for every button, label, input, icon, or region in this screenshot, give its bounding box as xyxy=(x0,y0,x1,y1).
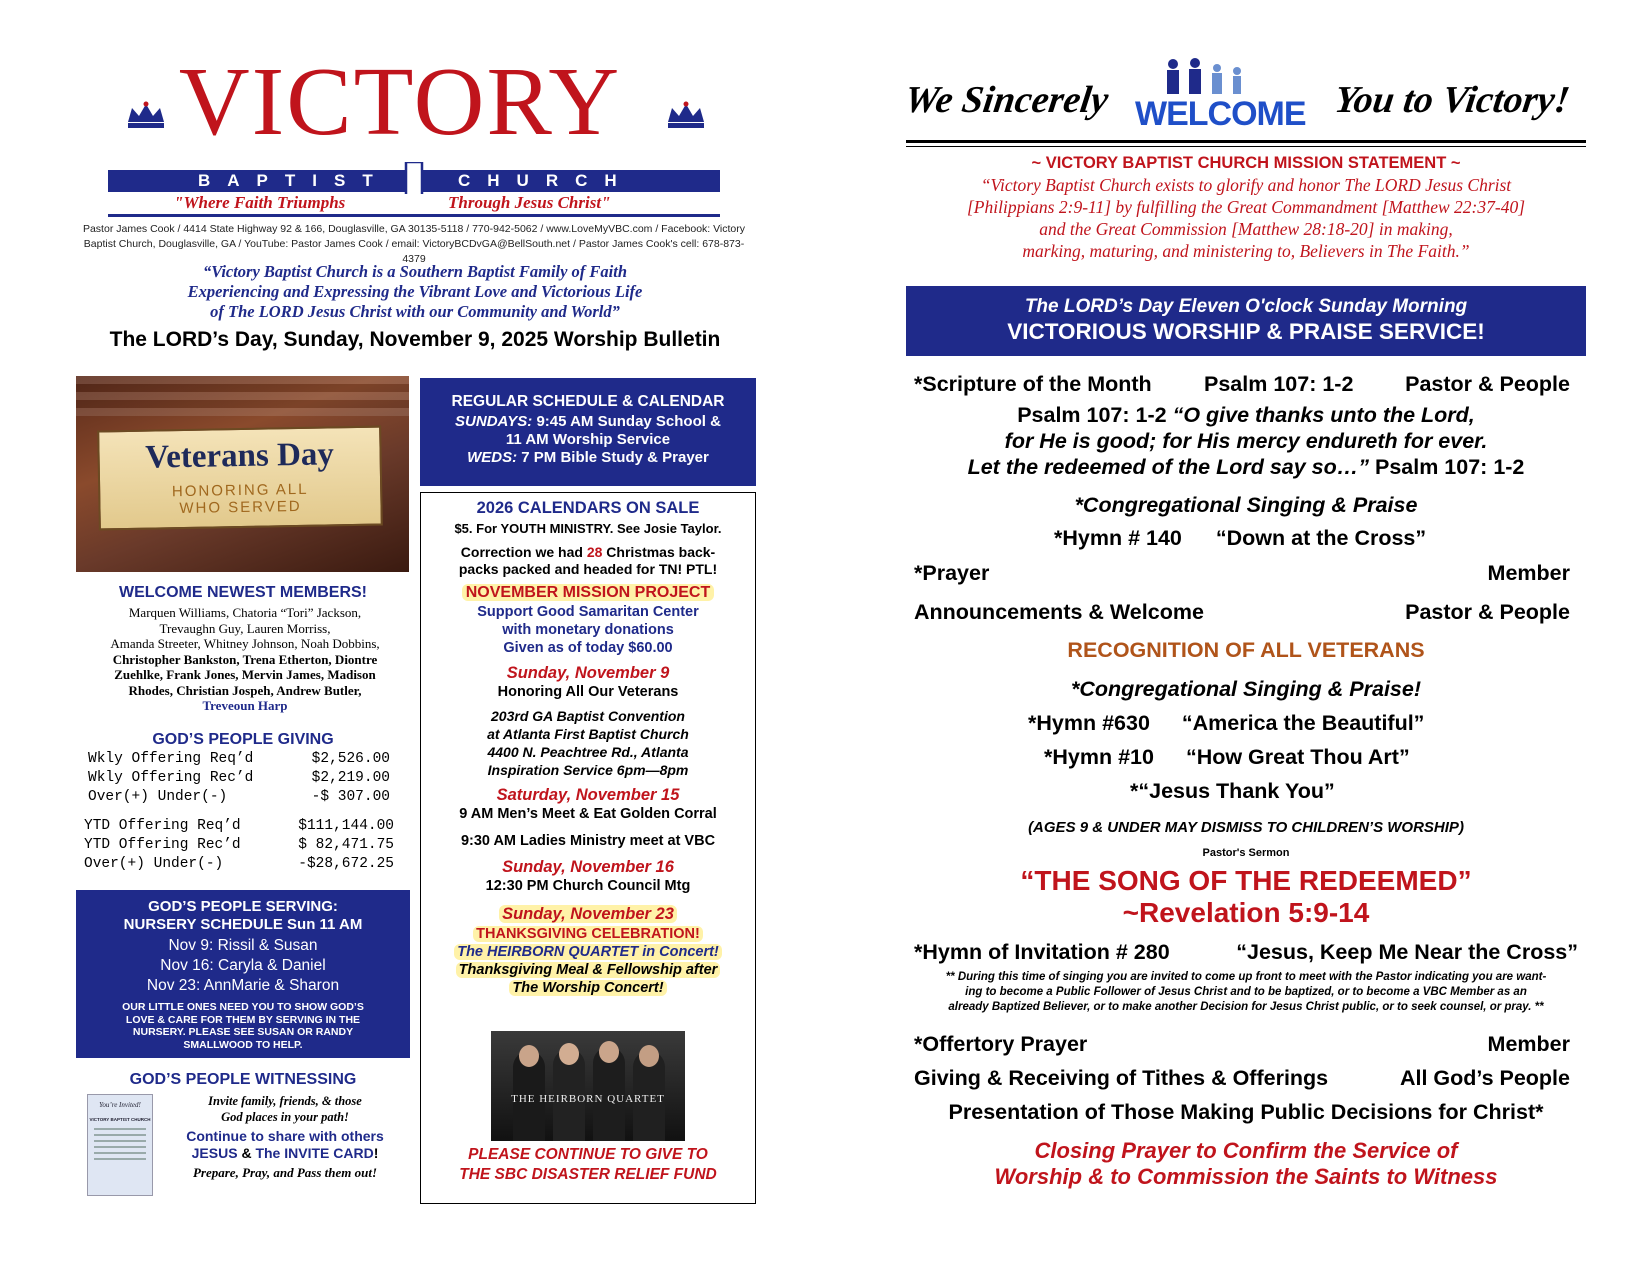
welcome-word: WELCOME xyxy=(1135,95,1306,133)
contact-line: Baptist Church, Douglasville, GA / YouTube: Pastor James Cook / email: VictoryBCDvGA@BellSouth.net / Pastor James Cook's cell: 678-873-4379 xyxy=(83,238,745,265)
event-text: Thanksgiving Meal & Fellowship after xyxy=(456,962,721,978)
schedule-text: 9:45 AM Sunday School & xyxy=(532,413,721,430)
psalm-reading xyxy=(906,402,1586,480)
witnessing-text xyxy=(160,1093,410,1182)
giving-label: YTD Offering Req’d xyxy=(84,818,241,834)
mission-heading: ~ VICTORY BAPTIST CHURCH MISSION STATEMENT ~ xyxy=(1031,154,1461,172)
new-members-list xyxy=(80,605,410,714)
witness-line xyxy=(160,1145,410,1162)
invite-card-image xyxy=(87,1094,153,1196)
member-line: Christopher Bankston, Trena Etherton, Diontre xyxy=(112,651,378,667)
witness-excl: ! xyxy=(373,1145,379,1161)
order-item-label: Giving & Receiving of Tithes & Offerings xyxy=(914,1066,1329,1090)
service-title: VICTORIOUS WORSHIP & PRAISE SERVICE! xyxy=(1007,319,1485,344)
member-line: Amanda Streeter, Whitney Johnson, Noah Dobbins, xyxy=(110,636,380,651)
note-line: SMALLWOOD TO HELP. xyxy=(183,1038,303,1051)
veterans-day-subtitle xyxy=(100,480,381,519)
welcome-banner xyxy=(902,58,1585,138)
order-item-prayer xyxy=(914,561,1578,589)
giving-label: Over(+) Under(-) xyxy=(88,789,228,805)
mission-line: “Victory Baptist Church exists to glorify and honor The LORD Jesus Christ xyxy=(980,175,1512,195)
heirborn-quartet-photo xyxy=(491,1031,685,1141)
order-item-leader: Member xyxy=(1487,561,1570,585)
mission-line: [Philippians 2:9-11] by fulfilling the Great Commandment [Matthew 22:37-40] xyxy=(966,197,1526,217)
service-title-bar xyxy=(906,286,1586,356)
giving-value: -$ 307.00 xyxy=(311,789,390,805)
giving-value: -$28,672.25 xyxy=(298,856,394,872)
sermon xyxy=(906,865,1586,929)
divider-rule xyxy=(906,146,1586,147)
nursery-note xyxy=(76,1001,410,1051)
giving-heading: GOD’S PEOPLE GIVING xyxy=(152,731,334,748)
correction-line: packs packed and headed for TN! PTL! xyxy=(458,561,718,577)
order-item-leader: Pastor & People xyxy=(1405,600,1570,624)
order-item-hymn xyxy=(1028,711,1424,736)
giving-row xyxy=(88,769,398,788)
event-text: 12:30 PM Church Council Mtg xyxy=(485,878,691,894)
event-text: 9:30 AM Ladies Ministry meet at VBC xyxy=(460,833,716,849)
sermon-title: “THE SONG OF THE REDEEMED” xyxy=(1020,865,1472,896)
giving-value: $111,144.00 xyxy=(298,818,394,834)
calendar-heading: 2026 CALENDARS ON SALE xyxy=(476,499,700,517)
member-line: Zuehlke, Frank Jones, Mervin James, Madison xyxy=(114,667,376,682)
event-date: Saturday, November 15 xyxy=(496,786,680,804)
identity-line: “Victory Baptist Church is a Southern Baptist Family of Faith xyxy=(202,262,628,281)
note-line: ing to become a Public Follower of Jesus Christ and to be baptized, or to become a VBC Member as an xyxy=(965,986,1527,998)
mission-line: Support Good Samaritan Center xyxy=(477,604,699,620)
giving-value: $2,526.00 xyxy=(311,751,390,767)
member-line: Rhodes, Christian Jospeh, Andrew Butler, xyxy=(128,682,362,698)
giving-row xyxy=(88,788,398,807)
schedule-heading: REGULAR SCHEDULE & CALENDAR xyxy=(451,393,725,410)
mission-line: Given as of today $60.00 xyxy=(503,640,673,656)
giving-row xyxy=(84,836,394,855)
schedule-weds xyxy=(420,449,756,467)
order-item-label: *Hymn of Invitation # 280 xyxy=(914,940,1170,964)
convention-line: Inspiration Service 6pm—8pm xyxy=(487,762,689,778)
veterans-day-title: Veterans Day xyxy=(145,436,335,476)
giving-label: YTD Offering Rec’d xyxy=(84,837,241,853)
invite-card-church: VICTORY BAPTIST CHURCH xyxy=(89,1117,151,1122)
welcome-left-text: We Sincerely xyxy=(902,79,1111,121)
mission-line: and the Great Commission [Matthew 28:18-20] in making, xyxy=(1039,219,1453,239)
hymn-number: *Hymn #630 xyxy=(1028,711,1150,735)
hymn-title: “Jesus, Keep Me Near the Cross” xyxy=(1236,940,1578,964)
note-line: LOVE & CARE FOR THEM BY SERVING IN THE xyxy=(125,1013,361,1026)
psalm-verse: Let the redeemed of the Lord say so…” xyxy=(967,455,1370,479)
order-item-singing: *Congregational Singing & Praise xyxy=(1074,493,1418,517)
giving-label: Wkly Offering Req’d xyxy=(88,751,254,767)
giving-label: Wkly Offering Rec’d xyxy=(88,770,254,786)
member-line: Treveoun Harp xyxy=(202,698,288,713)
identity-statement xyxy=(110,262,720,322)
welcome-right-text: You to Victory! xyxy=(1332,79,1573,121)
serving-box xyxy=(76,890,410,1058)
order-item-invitation xyxy=(914,940,1578,968)
member-line: Trevaughn Guy, Lauren Morriss, xyxy=(159,620,331,636)
witness-card-text: The INVITE CARD xyxy=(255,1145,374,1161)
invite-card-title: You’re Invited! xyxy=(99,1101,141,1109)
nursery-line: Nov 16: Caryla & Daniel xyxy=(160,957,326,974)
family-people-icon xyxy=(1145,58,1265,96)
service-subtitle: The LORD’s Day Eleven O'clock Sunday Morning xyxy=(1024,296,1468,317)
tagline xyxy=(108,194,720,217)
relief-line: THE SBC DISASTER RELIEF FUND xyxy=(459,1166,717,1183)
psalm-ref: Psalm 107: 1-2 xyxy=(1017,403,1173,427)
sermon-label: Pastor's Sermon xyxy=(1202,847,1290,859)
correction-line xyxy=(421,544,755,561)
contact-line: Pastor James Cook / 4414 State Highway 92 & 166, Douglasville, GA 30135-5118 / 770-942-5062 / www.LoveMyVBC.com / Facebook: Victory xyxy=(82,223,746,235)
tagline-left: "Where Faith Triumphs xyxy=(174,193,346,212)
order-item-leader: Member xyxy=(1487,1032,1570,1056)
order-item-presentation: Presentation of Those Making Public Decisions for Christ* xyxy=(948,1100,1544,1124)
event-text: The HEIRBORN QUARTET in Concert! xyxy=(454,944,722,960)
order-item-label: *Offertory Prayer xyxy=(914,1032,1088,1056)
correction-text: Correction we had xyxy=(460,544,587,560)
member-line: Marquen Williams, Chatoria “Tori” Jackson, xyxy=(128,605,362,620)
closing-line: Worship & to Commission the Saints to Witness xyxy=(994,1164,1498,1189)
psalm-line xyxy=(906,402,1586,428)
witness-line: Prepare, Pray, and Pass them out! xyxy=(192,1165,378,1180)
hymn-number: *Hymn # 140 xyxy=(1054,526,1182,550)
relief-line: PLEASE CONTINUE TO GIVE TO xyxy=(468,1146,708,1163)
regular-schedule-box xyxy=(420,378,756,486)
order-item-scripture xyxy=(914,372,1578,400)
tagline-right: Through Jesus Christ" xyxy=(448,193,611,212)
disaster-relief xyxy=(421,1145,755,1185)
church-name-logo: VICTORY xyxy=(178,48,622,156)
psalm-line: for He is good; for His mercy endureth for ever. xyxy=(1004,429,1488,453)
mission-statement xyxy=(906,152,1586,262)
calendar-text: $5. For YOUTH MINISTRY. See Josie Taylor. xyxy=(454,521,722,536)
hymn-title: “Down at the Cross” xyxy=(1215,526,1427,550)
giving-row xyxy=(84,817,394,836)
event-date: Sunday, November 16 xyxy=(502,858,674,876)
veterans-day-card xyxy=(97,426,383,531)
giving-table xyxy=(84,750,398,874)
witness-line: Continue to share with others xyxy=(186,1128,384,1144)
schedule-sundays xyxy=(420,413,756,431)
schedule-text: 7 PM Bible Study & Prayer xyxy=(517,449,709,466)
divider-rule xyxy=(906,140,1586,143)
bulletin-title: The LORD’s Day, Sunday, November 9, 2025 Worship Bulletin xyxy=(109,328,721,351)
schedule-text: 11 AM Worship Service xyxy=(505,431,671,448)
mission-line: with monetary donations xyxy=(502,622,674,638)
schedule-label: WEDS: xyxy=(467,449,518,466)
order-item-label: *Prayer xyxy=(914,561,990,585)
veterans-sub-line: HONORING ALL xyxy=(171,480,309,501)
order-item-offertory xyxy=(914,1032,1578,1060)
event-date: Sunday, November 23 xyxy=(499,905,677,923)
psalm-ref: Psalm 107: 1-2 xyxy=(1369,455,1525,479)
nursery-line: Nov 23: AnnMarie & Sharon xyxy=(146,977,340,994)
sermon-reference: ~Revelation 5:9-14 xyxy=(1122,897,1370,928)
children-dismissal-note: (AGES 9 & UNDER MAY DISMISS TO CHILDREN’S WORSHIP) xyxy=(1028,819,1464,836)
convention-line: 203rd GA Baptist Convention xyxy=(491,708,685,724)
crown-icon-left xyxy=(124,100,168,130)
hymn-title: “How Great Thou Art” xyxy=(1185,745,1410,769)
hymn-number: *Hymn #10 xyxy=(1044,745,1154,769)
note-line: ** During this time of singing you are invited to come up front to meet with the Pastor indicating you are want- xyxy=(945,971,1547,983)
identity-line: Experiencing and Expressing the Vibrant Love and Victorious Life xyxy=(187,282,643,301)
psalm-verse: “O give thanks unto the Lord, xyxy=(1172,403,1475,427)
schedule-label: SUNDAYS: xyxy=(455,413,533,430)
order-item-hymn xyxy=(1044,745,1410,770)
note-line: NURSERY. PLEASE SEE SUSAN OR RANDY xyxy=(132,1026,354,1038)
witness-jesus: JESUS xyxy=(191,1145,238,1161)
closing-prayer xyxy=(906,1138,1586,1190)
banner-word-baptist: BAPTIST xyxy=(198,171,390,190)
event-text: The Worship Concert! xyxy=(509,980,666,996)
event-text: 9 AM Men’s Meet & Eat Golden Corral xyxy=(459,806,717,822)
giving-value: $ 82,471.75 xyxy=(298,837,394,853)
note-line: OUR LITTLE ONES NEED YOU TO SHOW GOD’S xyxy=(122,1001,364,1013)
event-date: Sunday, November 9 xyxy=(506,664,670,682)
order-item-hymn: *“Jesus Thank You” xyxy=(1130,779,1335,803)
flag-stripes xyxy=(76,376,409,416)
hymn-title: “America the Beautiful” xyxy=(1181,711,1425,735)
event-text: Honoring All Our Veterans xyxy=(497,684,679,700)
veterans-sub-line: WHO SERVED xyxy=(179,497,302,518)
mission-line: marking, maturing, and ministering to, Believers in The Faith.” xyxy=(1022,241,1470,261)
nursery-line: Nov 9: Rissil & Susan xyxy=(168,937,318,954)
witness-amp: & xyxy=(237,1145,256,1161)
veterans-day-image xyxy=(76,376,409,572)
members-heading: WELCOME NEWEST MEMBERS! xyxy=(119,584,367,601)
mission-project-heading: NOVEMBER MISSION PROJECT xyxy=(462,584,714,601)
witness-line: God places in your path! xyxy=(221,1110,349,1124)
order-item-leader: All God’s People xyxy=(1399,1066,1570,1090)
announcements-box xyxy=(420,492,756,1204)
event-text: THANKSGIVING CELEBRATION! xyxy=(473,926,703,942)
banner-word-church: CHURCH xyxy=(458,171,634,190)
closing-line: Closing Prayer to Confirm the Service of xyxy=(1034,1138,1458,1163)
giving-row xyxy=(84,855,394,874)
witnessing-heading: GOD’S PEOPLE WITNESSING xyxy=(129,1071,357,1088)
serving-heading: NURSERY SCHEDULE Sun 11 AM xyxy=(123,916,363,933)
witness-line: Invite family, friends, & those xyxy=(208,1094,362,1108)
correction-text: Christmas back- xyxy=(602,544,716,560)
giving-value: $2,219.00 xyxy=(311,770,390,786)
convention-line: 4400 N. Peachtree Rd., Atlanta xyxy=(487,744,689,760)
invitation-note xyxy=(906,970,1586,1015)
order-item-ref: Psalm 107: 1-2 xyxy=(1204,372,1354,396)
order-item-singing: *Congregational Singing & Praise! xyxy=(1070,677,1421,701)
order-item-hymn xyxy=(1054,526,1426,551)
order-item-label: Announcements & Welcome xyxy=(914,600,1204,624)
quartet-label: THE HEIRBORN QUARTET xyxy=(511,1093,665,1105)
convention-line: at Atlanta First Baptist Church xyxy=(487,726,689,742)
identity-line: of The LORD Jesus Christ with our Community and World” xyxy=(210,302,620,321)
correction-number: 28 xyxy=(586,544,603,560)
recognition-veterans: RECOGNITION OF ALL VETERANS xyxy=(1067,638,1425,662)
giving-label: Over(+) Under(-) xyxy=(84,856,224,872)
order-item-announcements xyxy=(914,600,1578,628)
crown-icon-right xyxy=(664,100,708,130)
order-item-leader: Pastor & People xyxy=(1405,372,1570,396)
note-line: already Baptized Believer, or to make another Decision for Jesus Christ public, or to seek counsel, or pray. ** xyxy=(948,1001,1544,1013)
giving-row xyxy=(88,750,398,769)
order-item-tithes xyxy=(914,1066,1578,1094)
order-item-label: *Scripture of the Month xyxy=(914,372,1152,396)
psalm-line xyxy=(906,454,1586,480)
contact-info xyxy=(74,222,754,267)
serving-heading: GOD’S PEOPLE SERVING: xyxy=(148,898,338,915)
